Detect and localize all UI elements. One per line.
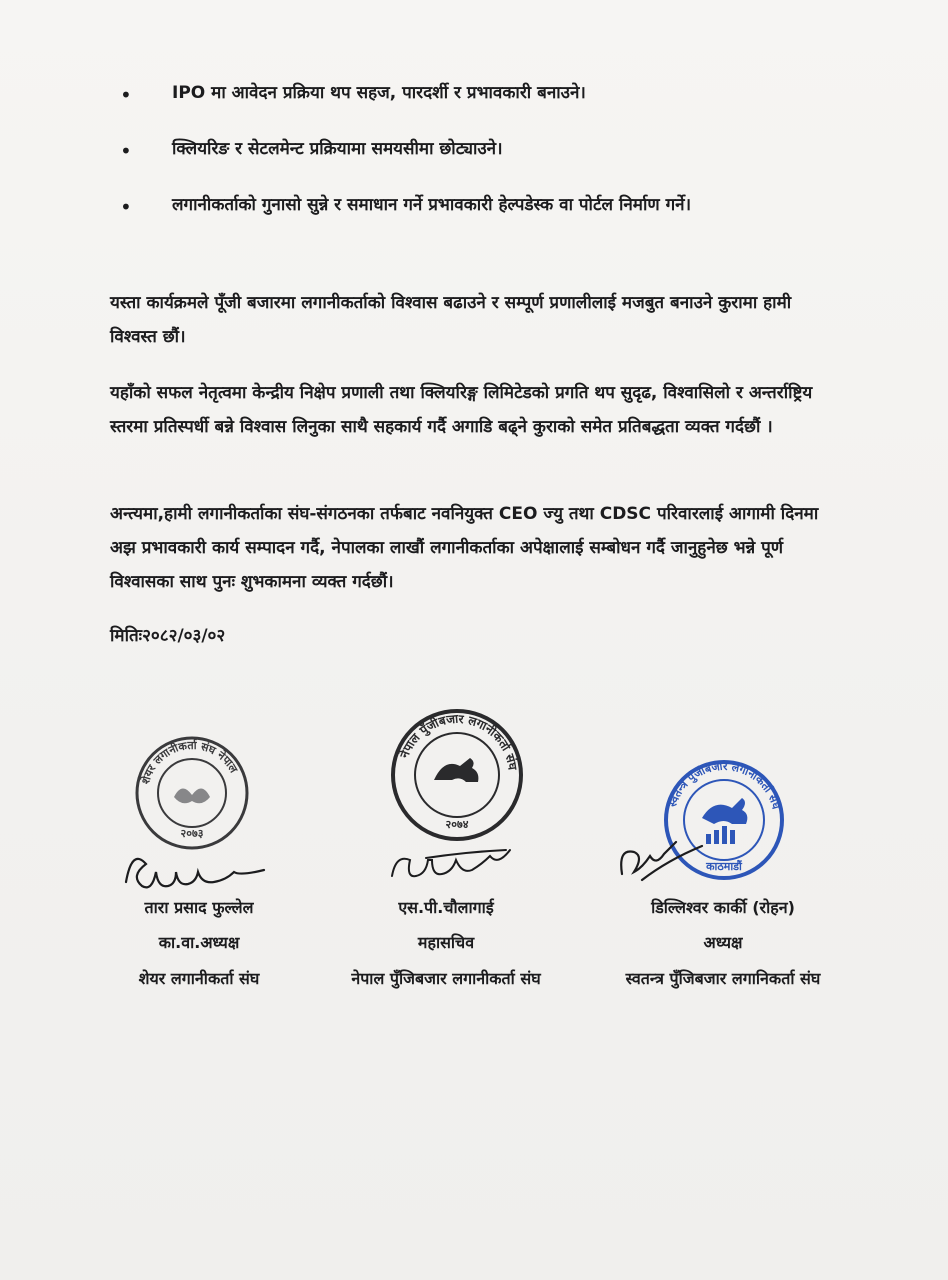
bullet-marker: •: [120, 139, 132, 163]
signatory-title: अध्यक्ष: [703, 933, 743, 952]
paragraph-closing: अन्त्यमा,हामी लगानीकर्ताका संघ-संगठनका तर्फबाट नवनियुक्त CEO ज्यु तथा CDSC परिवारलाई आगामी दिनमा अझ प्रभावकारी कार्य सम्पादन गर्दै, नेपालका लाखौं लगानीकर्ताका अपेक्षालाई सम्बोधन गर्दै जानुहुनेछ भन्ने पूर्ण विश्वासका साथ पुनः शुभकामना व्यक्त गर्दछौं।: [110, 504, 819, 592]
list-item: [120, 132, 840, 168]
seal-year: २०७४: [445, 818, 469, 831]
signatory-org: शेयर लगानीकर्ता संघ: [138, 969, 260, 988]
bullet-list: [120, 76, 840, 244]
seal-share-investors: [134, 735, 250, 851]
signature-3: [612, 830, 732, 894]
svg-text:स्वतन्त्र पुँजीबजार लगानीकर्ता: [666, 760, 783, 811]
list-item: [120, 188, 840, 224]
seal-ring-text: शेयर लगानीकर्ता संघ नेपाल: [138, 738, 241, 786]
signatory-name: तारा प्रसाद फुल्लेल: [144, 898, 254, 917]
signature-2: [386, 840, 526, 894]
bullet-text: लगानीकर्ताको गुनासो सुन्ने र समाधान गर्ने प्रभावकारी हेल्पडेस्क वा पोर्टल निर्माण गर्ने।: [172, 195, 692, 215]
seal-ring-text: स्वतन्त्र पुँजीबजार लगानीकर्ता संघ: [665, 759, 783, 811]
bullet-marker: •: [120, 83, 132, 107]
bullet-text: क्लियरिङ र सेटलमेन्ट प्रक्रियामा समयसीमा छोट्याउने।: [172, 139, 503, 159]
seal-nepal-capital-market: [390, 708, 524, 842]
seal-ring-text: नेपाल पुँजीबजार लगानीकर्ता संघ: [397, 711, 520, 771]
signatory-title: महासचिव: [417, 933, 475, 952]
seal-year: २०७३: [180, 827, 204, 840]
signatory-title: का.वा.अध्यक्ष: [158, 933, 240, 952]
signatory-name: डिल्लिश्वर कार्की (रोहन): [651, 898, 795, 917]
signatory-org: नेपाल पुँजिबजार लगानीकर्ता संघ: [351, 969, 541, 988]
signatory-org: स्वतन्त्र पुँजिबजार लगानिकर्ता संघ: [625, 969, 821, 988]
bullet-marker: •: [120, 195, 132, 219]
signatory-1: [104, 893, 294, 995]
signatory-3: [590, 893, 856, 995]
letter-date: मितिः२०८२/०३/०२: [110, 626, 226, 646]
list-item: [120, 76, 840, 112]
svg-text:नेपाल पुँजीबजार लगानीकर्ता संघ: [397, 712, 520, 772]
signatory-name: एस.पी.चौलागाई: [398, 898, 494, 917]
seal-city: काठमाडौं: [706, 860, 742, 873]
svg-text:शेयर लगानीकर्ता संघ नेपाल: [138, 738, 240, 786]
paragraph-commitment: यहाँको सफल नेतृत्वमा केन्द्रीय निक्षेप प्रणाली तथा क्लियरिङ्ग लिमिटेडको प्रगति थप सुदृढ, विश्वासिलो र अन्तर्राष्ट्रिय स्तरमा प्रतिस्पर्धी बन्ने विश्वास लिनुका साथै सहकार्य गर्दै अगाडि बढ्ने कुराको समेत प्रतिबद्धता व्यक्त गर्दछौं ।: [110, 383, 813, 437]
bullet-text: IPO मा आवेदन प्रक्रिया थप सहज, पारदर्शी र प्रभावकारी बनाउने।: [172, 83, 586, 103]
signatory-2: [312, 893, 580, 995]
paragraph-confidence: यस्ता कार्यक्रमले पूँजी बजारमा लगानीकर्ताको विश्वास बढाउने र सम्पूर्ण प्रणालीलाई मजबुत बनाउने कुरामा हामी विश्वस्त छौं।: [110, 293, 792, 347]
